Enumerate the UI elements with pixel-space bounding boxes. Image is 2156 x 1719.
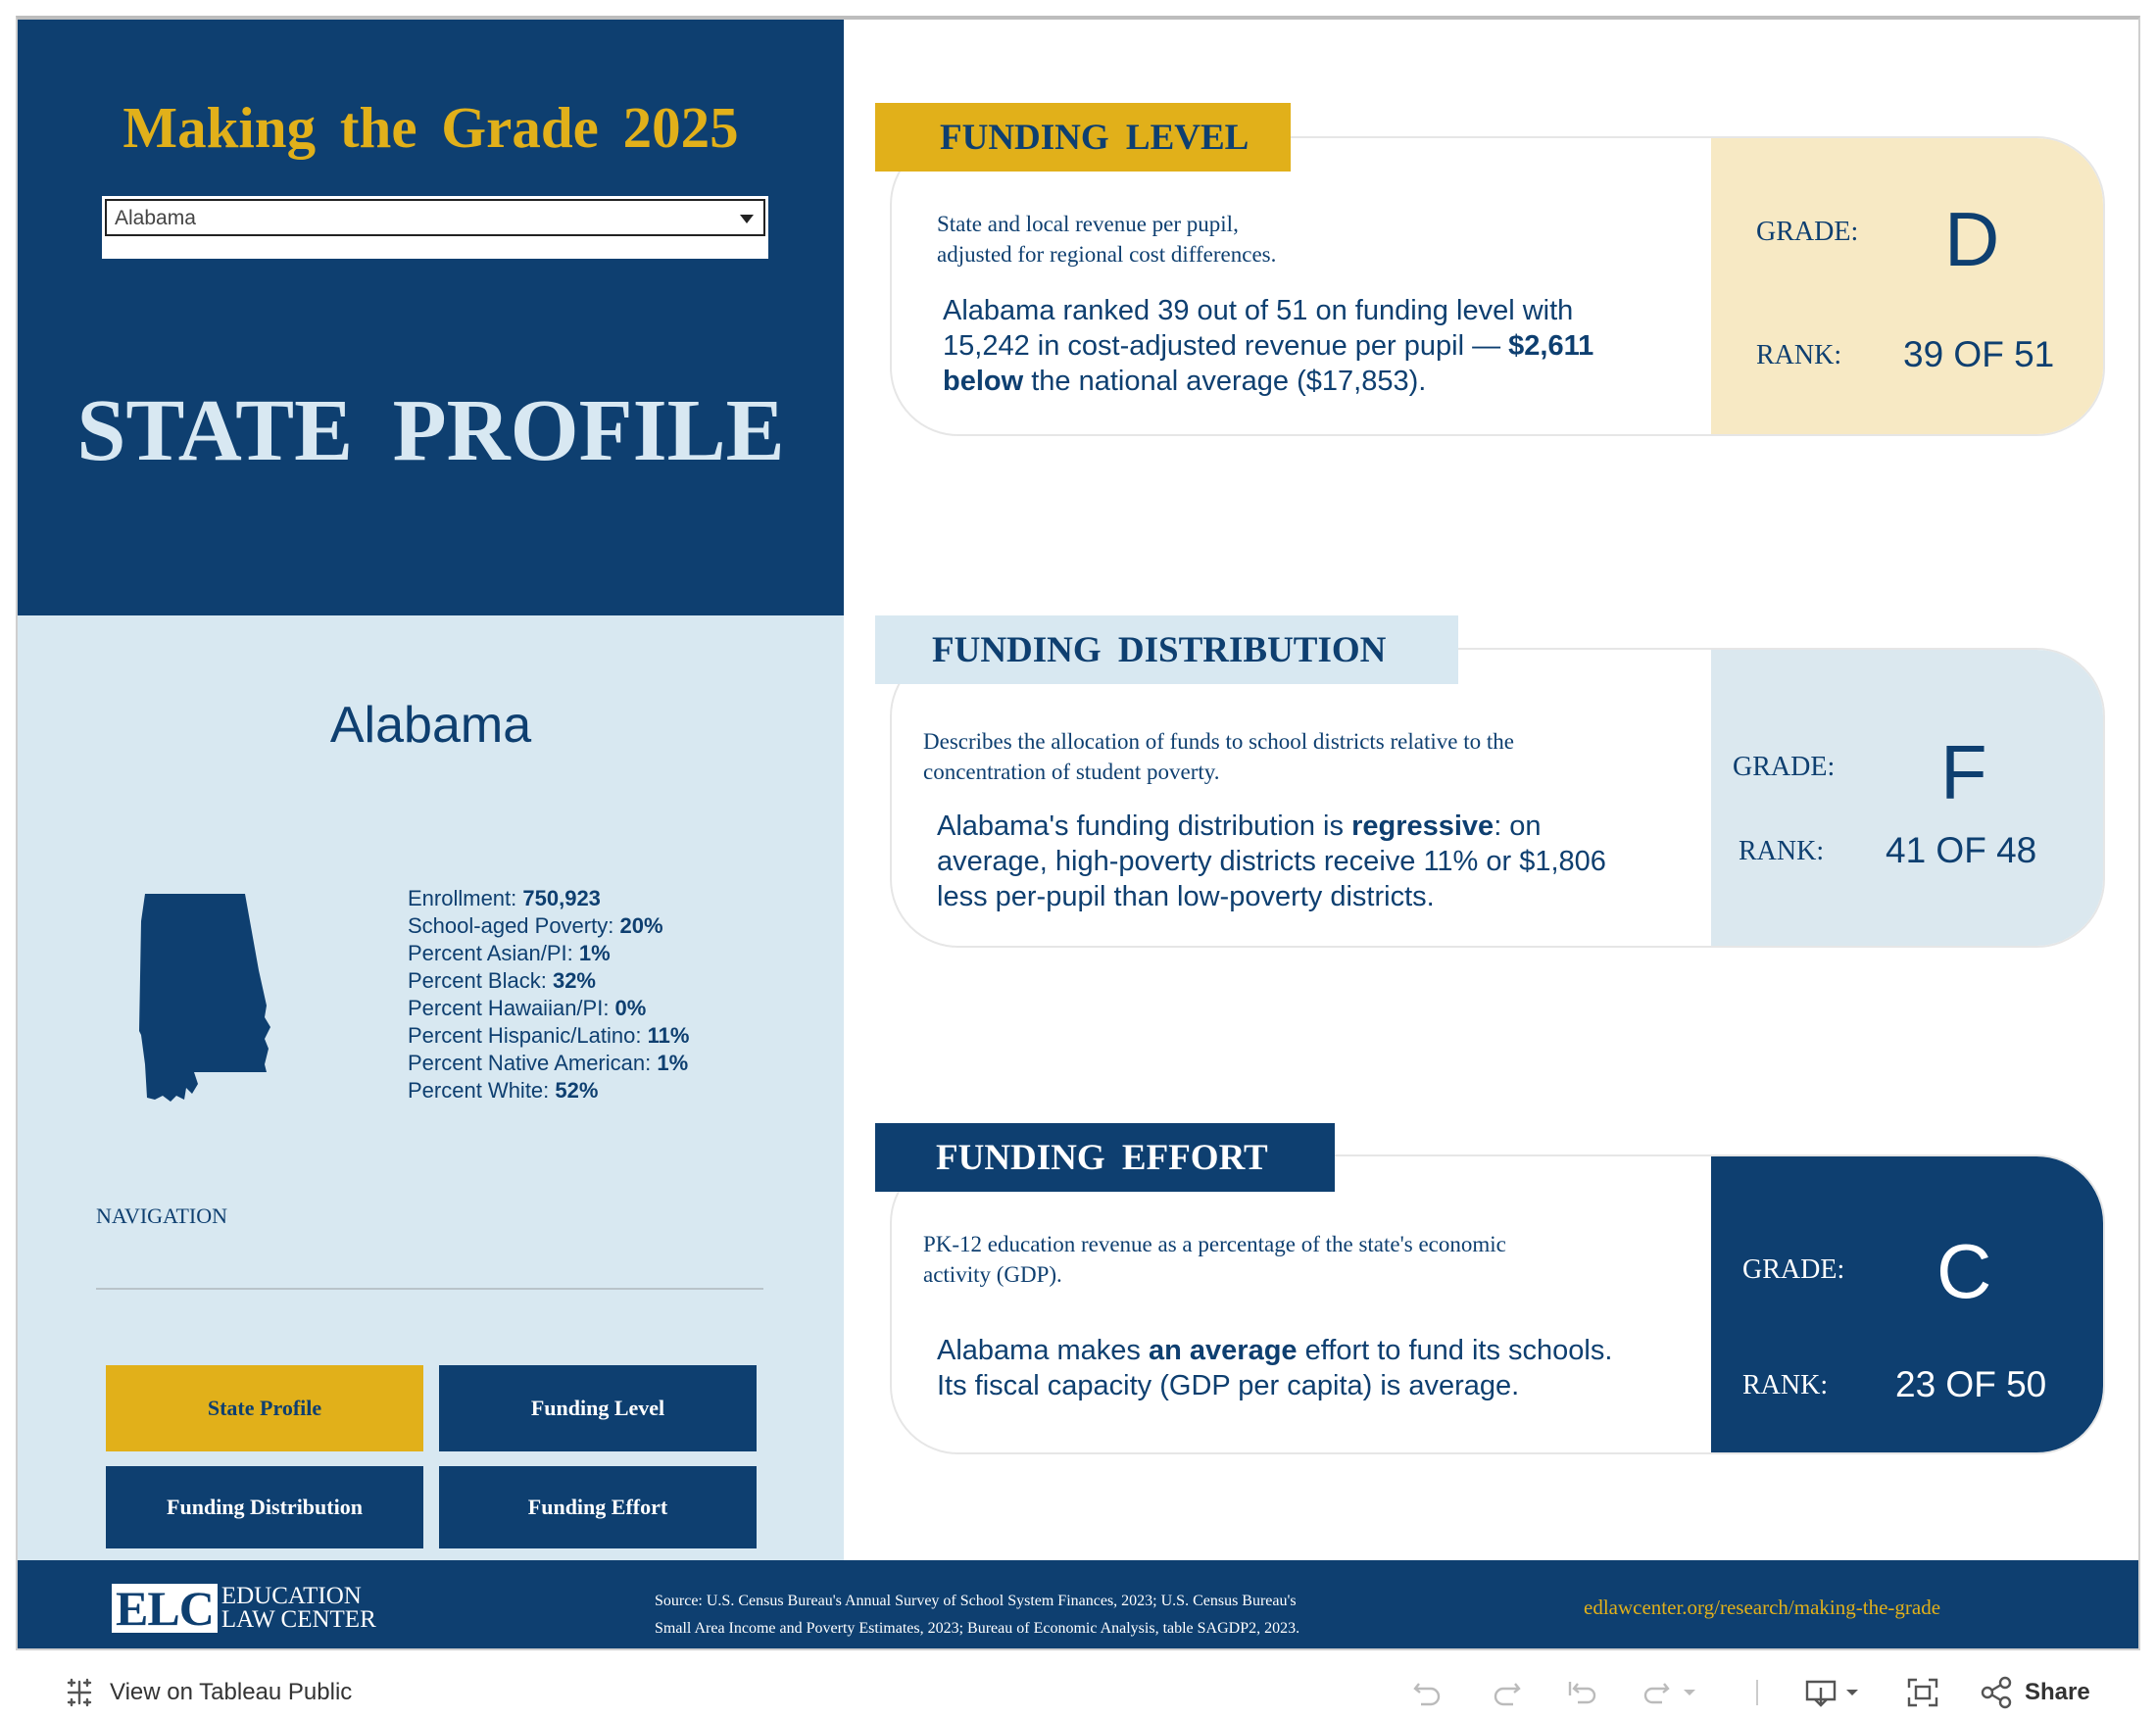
nav-state-profile-button[interactable]: State Profile (106, 1365, 423, 1451)
section-heading: STATE PROFILE (76, 382, 785, 479)
funding-level-grade: D (1944, 196, 2000, 282)
refresh-icon[interactable] (1641, 1678, 1699, 1707)
header-panel (18, 20, 844, 615)
funding-level-description: State and local revenue per pupil, adjusted for regional cost differences. (937, 212, 1277, 267)
download-icon[interactable] (1803, 1676, 1866, 1709)
state-select[interactable] (102, 196, 768, 259)
rank-label: RANK: (1742, 1370, 1829, 1400)
share-icon[interactable] (1980, 1676, 2013, 1709)
share-label[interactable]: Share (2025, 1679, 2090, 1705)
navigation-divider (96, 1288, 763, 1290)
toolbar-divider (1756, 1680, 1758, 1705)
dashboard-frame (16, 16, 2140, 1650)
view-on-tableau-link[interactable] (63, 1676, 352, 1709)
demographic-stats (408, 885, 689, 1105)
funding-level-grade-panel (1711, 138, 2103, 434)
source-citation: Source: U.S. Census Bureau's Annual Survey of School System Finances, 2023; U.S. Census Bureau's Small Area Income and Poverty Estimates, 2023; Bureau of Economic Analysis, table SAGDP2, 2023. (655, 1593, 1300, 1637)
grade-label: GRADE: (1742, 1254, 1845, 1285)
stat-enrollment: Enrollment: 750,923 (408, 886, 601, 910)
state-select-value[interactable]: Alabama (115, 207, 196, 229)
stat-asian: Percent Asian/PI: 1% (408, 941, 611, 965)
share-button[interactable] (1980, 1676, 2090, 1709)
nav-funding-level-button[interactable]: Funding Level (439, 1365, 757, 1451)
funding-effort-rank: 23 OF 50 (1895, 1364, 2047, 1404)
state-select-box[interactable] (105, 199, 765, 236)
view-on-tableau-label[interactable]: View on Tableau Public (110, 1679, 353, 1705)
funding-level-card (890, 136, 2105, 436)
elc-logo (112, 1581, 376, 1636)
grade-label: GRADE: (1756, 217, 1859, 247)
website-link[interactable]: edlawcenter.org/research/making-the-grade (1584, 1596, 1941, 1619)
funding-level-label: FUNDING LEVEL (875, 103, 1291, 172)
state-name: Alabama (329, 697, 532, 754)
funding-distribution-card (890, 648, 2105, 948)
nav-funding-effort-button[interactable]: Funding Effort (439, 1466, 757, 1548)
stat-hawaiian: Percent Hawaiian/PI: 0% (408, 996, 647, 1020)
elc-logo-text: EDUCATION LAW CENTER (220, 1583, 376, 1633)
funding-effort-description: PK-12 education revenue as a percentage of the state's economic activity (GDP). (923, 1232, 1506, 1287)
footer (18, 1560, 2140, 1650)
funding-distribution-label: FUNDING DISTRIBUTION (875, 615, 1458, 684)
stat-hispanic: Percent Hispanic/Latino: 11% (408, 1023, 690, 1048)
grade-label: GRADE: (1733, 752, 1836, 782)
rank-label: RANK: (1756, 340, 1842, 370)
caret-down-icon[interactable] (740, 215, 754, 223)
nav-funding-distribution-button[interactable]: Funding Distribution (106, 1466, 423, 1548)
tableau-logo-icon (63, 1676, 96, 1709)
funding-effort-card (890, 1154, 2105, 1454)
funding-distribution-grade: F (1940, 729, 1987, 815)
tableau-toolbar (0, 1666, 2156, 1719)
state-map-icon (135, 892, 282, 1104)
funding-effort-grade: C (1936, 1228, 1992, 1314)
funding-effort-summary: Alabama makes an average effort to fund its schools. Its fiscal capacity (GDP per capita) is average. (937, 1335, 1613, 1401)
redo-icon[interactable] (1490, 1678, 1523, 1707)
funding-level-summary: Alabama ranked 39 out of 51 on funding level with 15,242 in cost-adjusted revenue per pupil — $2,611 below the national average ($17,853). (943, 295, 1594, 397)
undo-icon[interactable] (1411, 1678, 1445, 1707)
stat-poverty: School-aged Poverty: 20% (408, 913, 663, 938)
fullscreen-icon[interactable] (1905, 1676, 1940, 1709)
stat-white: Percent White: 52% (408, 1078, 599, 1103)
funding-distribution-grade-panel (1711, 650, 2103, 946)
stat-black: Percent Black: 32% (408, 968, 596, 993)
rank-label: RANK: (1739, 836, 1825, 866)
profile-panel (18, 615, 844, 1560)
page-title: Making the Grade 2025 (122, 95, 739, 160)
revert-icon[interactable] (1566, 1678, 1599, 1707)
funding-effort-label: FUNDING EFFORT (875, 1123, 1335, 1192)
funding-distribution-description: Describes the allocation of funds to school districts relative to the concentration of student poverty. (923, 729, 1514, 784)
funding-distribution-rank: 41 OF 48 (1886, 830, 2037, 870)
navigation-label: NAVIGATION (96, 1203, 228, 1228)
stat-native-american: Percent Native American: 1% (408, 1051, 689, 1075)
elc-logo-mark: ELC (112, 1584, 218, 1633)
funding-distribution-summary: Alabama's funding distribution is regressive: on average, high-poverty districts receive 11% or $1,806 less per-pupil than low-poverty districts. (937, 810, 1606, 912)
funding-effort-grade-panel (1711, 1156, 2103, 1452)
funding-level-rank: 39 OF 51 (1903, 334, 2055, 374)
